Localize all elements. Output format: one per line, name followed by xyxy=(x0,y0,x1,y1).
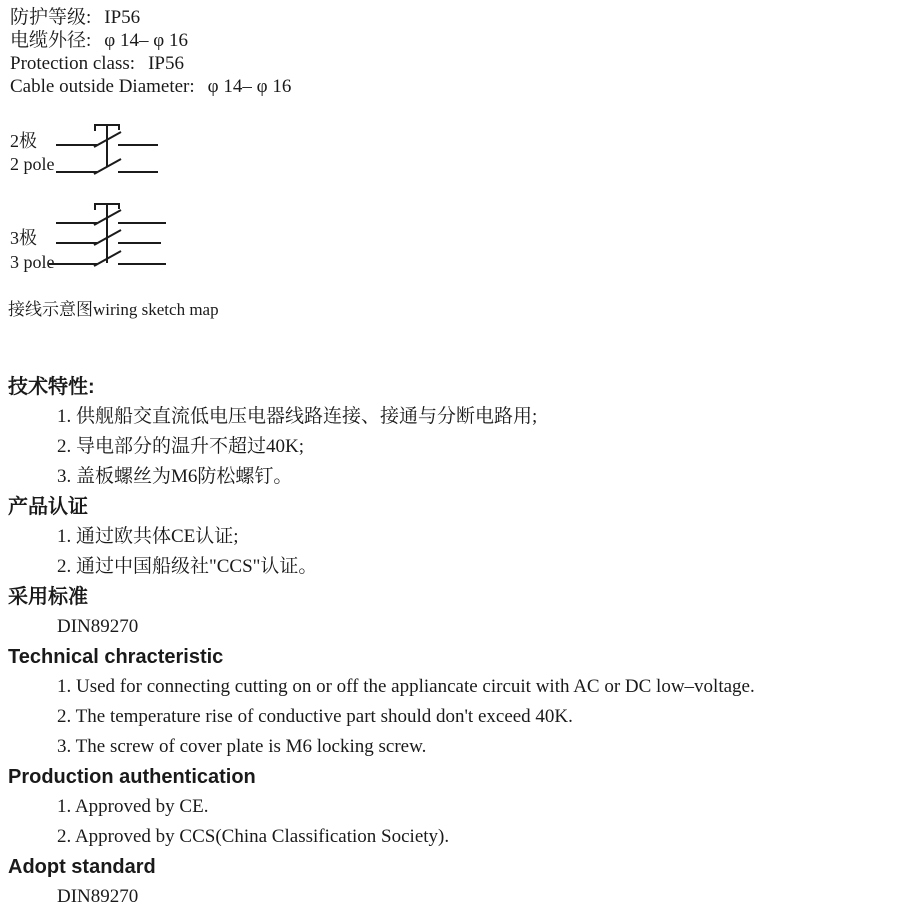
spec-value: IP56 xyxy=(148,53,184,74)
section-heading-standard-zh: 采用标准 xyxy=(8,586,88,608)
spec-value: IP56 xyxy=(104,7,141,28)
section-item: 2. The temperature rise of conductive part should don't exceed 40K. xyxy=(57,706,573,727)
spec-line-protection-en xyxy=(10,52,291,75)
section-item: DIN89270 xyxy=(57,616,139,637)
spec-label: 电缆外径: xyxy=(10,30,92,51)
two-pole-label-zh: 2极 xyxy=(10,131,37,151)
content-sections xyxy=(8,372,894,904)
section-item: 2. 通过中国船级社"CCS"认证。 xyxy=(57,556,318,577)
section-heading-tech-zh: 技术特性: xyxy=(8,376,95,398)
spec-label: 防护等级: xyxy=(10,7,92,28)
section-heading-cert-en: Production authentication xyxy=(8,766,256,788)
spec-label: Protection class: xyxy=(10,53,136,74)
section-item: 2. Approved by CCS(China Classification Society). xyxy=(57,826,450,847)
spec-line-cable-en xyxy=(10,75,291,98)
section-item: DIN89270 xyxy=(57,886,139,904)
spec-label: Cable outside Diameter: xyxy=(10,76,195,97)
section-heading-cert-zh: 产品认证 xyxy=(8,496,88,518)
spec-line-protection-zh xyxy=(10,6,291,29)
section-item: 1. Approved by CE. xyxy=(57,796,209,817)
section-item: 1. 供舰船交直流低电压电器线路连接、接通与分断电路用; xyxy=(57,406,538,427)
wiring-caption: 接线示意图wiring sketch map xyxy=(8,300,219,319)
section-item: 2. 导电部分的温升不超过40K; xyxy=(57,436,305,457)
spec-header xyxy=(10,6,291,98)
three-pole-label-en: 3 pole xyxy=(10,252,55,272)
spec-line-cable-zh xyxy=(10,29,291,52)
spec-value: φ 14– φ 16 xyxy=(207,76,292,97)
two-pole-label-en: 2 pole xyxy=(10,154,55,174)
spec-value: φ 14– φ 16 xyxy=(104,30,188,51)
two-pole-switch-symbol xyxy=(48,118,178,188)
section-item: 3. The screw of cover plate is M6 locking screw. xyxy=(57,736,427,757)
section-item: 3. 盖板螺丝为M6防松螺钉。 xyxy=(57,466,293,487)
three-pole-label-zh: 3极 xyxy=(10,228,37,248)
section-item: 1. Used for connecting cutting on or off the appliancate circuit with AC or DC low–voltage. xyxy=(57,676,755,697)
section-heading-standard-en: Adopt standard xyxy=(8,856,156,878)
three-pole-switch-symbol xyxy=(48,201,178,281)
section-heading-tech-en: Technical chracteristic xyxy=(8,646,224,668)
section-item: 1. 通过欧共体CE认证; xyxy=(57,526,239,547)
